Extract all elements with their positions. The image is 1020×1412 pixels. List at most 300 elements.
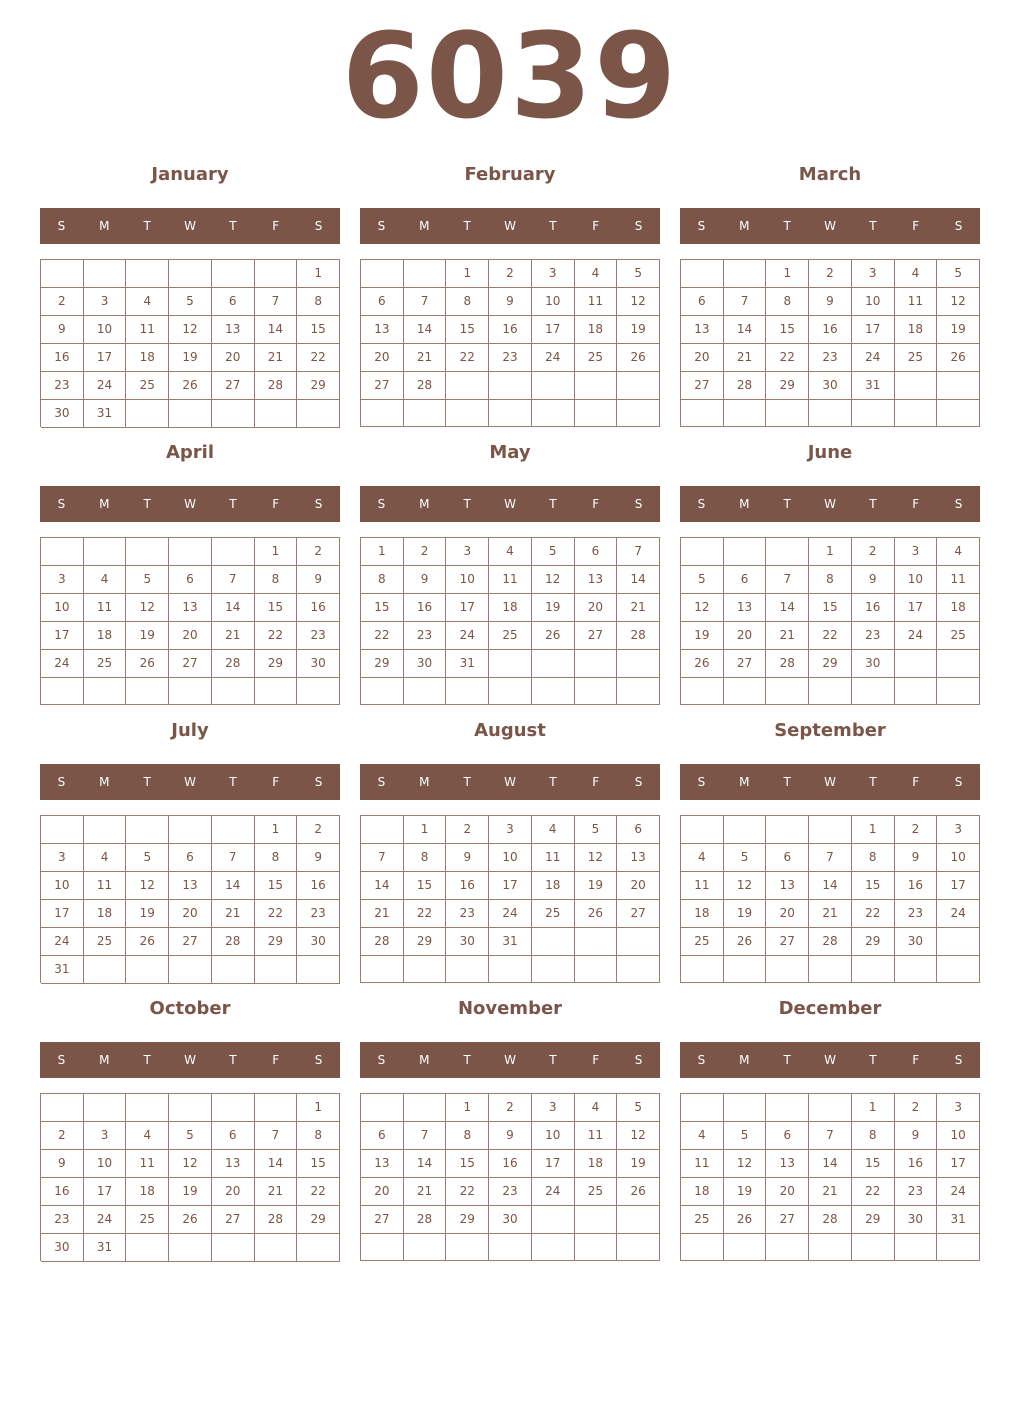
weekday-label: S xyxy=(314,1053,323,1067)
empty-cell xyxy=(724,538,767,566)
day-cell: 7 xyxy=(212,844,255,872)
day-cell: 5 xyxy=(169,1122,212,1150)
empty-cell xyxy=(809,1094,852,1122)
month-september xyxy=(680,716,980,994)
day-cell: 10 xyxy=(41,872,84,900)
day-cell: 20 xyxy=(361,1178,404,1206)
day-cell: 28 xyxy=(617,622,660,650)
day-cell: 3 xyxy=(532,260,575,288)
empty-cell xyxy=(361,678,404,705)
day-grid xyxy=(680,815,980,983)
day-cell: 17 xyxy=(532,316,575,344)
day-cell: 12 xyxy=(724,1150,767,1178)
weekday-label: F xyxy=(272,219,280,233)
empty-cell xyxy=(532,956,575,983)
day-cell: 21 xyxy=(766,622,809,650)
day-cell: 7 xyxy=(212,566,255,594)
day-cell: 27 xyxy=(724,650,767,678)
empty-cell xyxy=(169,400,212,428)
day-cell: 29 xyxy=(255,650,298,678)
day-cell: 19 xyxy=(617,316,660,344)
day-cell: 27 xyxy=(169,928,212,956)
empty-cell xyxy=(681,678,724,705)
day-cell: 1 xyxy=(766,260,809,288)
empty-cell xyxy=(84,260,127,288)
empty-cell xyxy=(404,260,447,288)
empty-cell xyxy=(937,956,980,983)
weekday-label: S xyxy=(954,775,963,789)
empty-cell xyxy=(446,678,489,705)
day-cell: 19 xyxy=(937,316,980,344)
day-cell: 10 xyxy=(937,844,980,872)
day-cell: 25 xyxy=(489,622,532,650)
weekday-label: T xyxy=(549,775,557,789)
day-cell: 29 xyxy=(297,372,340,400)
day-cell: 26 xyxy=(724,928,767,956)
day-cell: 29 xyxy=(297,1206,340,1234)
day-cell: 8 xyxy=(297,288,340,316)
day-cell: 14 xyxy=(255,316,298,344)
empty-cell xyxy=(212,1094,255,1122)
day-cell: 28 xyxy=(255,1206,298,1234)
day-cell: 11 xyxy=(937,566,980,594)
weekday-label: S xyxy=(954,497,963,511)
day-cell: 27 xyxy=(681,372,724,400)
day-cell: 17 xyxy=(532,1150,575,1178)
day-cell: 18 xyxy=(681,1178,724,1206)
day-cell: 20 xyxy=(212,1178,255,1206)
weekday-label: T xyxy=(869,1053,877,1067)
weekday-label: S xyxy=(697,775,706,789)
day-cell: 1 xyxy=(446,260,489,288)
empty-cell xyxy=(937,928,980,956)
day-cell: 19 xyxy=(126,900,169,928)
weekday-header xyxy=(680,764,980,800)
day-cell: 30 xyxy=(41,400,84,428)
day-cell: 15 xyxy=(766,316,809,344)
empty-cell xyxy=(446,400,489,427)
day-cell: 24 xyxy=(41,650,84,678)
day-cell: 12 xyxy=(575,844,618,872)
weekday-label: T xyxy=(463,775,471,789)
day-cell: 4 xyxy=(681,844,724,872)
empty-cell xyxy=(169,956,212,984)
month-name: September xyxy=(774,720,886,741)
day-cell: 14 xyxy=(404,316,447,344)
day-cell: 24 xyxy=(84,1206,127,1234)
empty-cell xyxy=(169,1234,212,1262)
day-cell: 8 xyxy=(361,566,404,594)
empty-cell xyxy=(766,1234,809,1261)
day-cell: 18 xyxy=(126,344,169,372)
day-cell: 19 xyxy=(724,1178,767,1206)
weekday-label: T xyxy=(463,1053,471,1067)
day-cell: 25 xyxy=(532,900,575,928)
empty-cell xyxy=(681,1094,724,1122)
day-grid xyxy=(360,815,660,983)
day-cell: 2 xyxy=(895,1094,938,1122)
day-cell: 7 xyxy=(724,288,767,316)
day-cell: 8 xyxy=(404,844,447,872)
empty-cell xyxy=(895,1234,938,1261)
day-cell: 18 xyxy=(895,316,938,344)
day-cell: 16 xyxy=(852,594,895,622)
day-cell: 17 xyxy=(41,900,84,928)
empty-cell xyxy=(809,816,852,844)
empty-cell xyxy=(895,678,938,705)
weekday-label: M xyxy=(419,775,430,789)
day-cell: 21 xyxy=(809,1178,852,1206)
day-cell: 13 xyxy=(361,316,404,344)
empty-cell xyxy=(766,538,809,566)
day-cell: 27 xyxy=(575,622,618,650)
weekday-label: F xyxy=(912,219,920,233)
day-cell: 5 xyxy=(575,816,618,844)
weekday-label: T xyxy=(783,219,791,233)
day-cell: 12 xyxy=(937,288,980,316)
day-cell: 13 xyxy=(617,844,660,872)
empty-cell xyxy=(212,956,255,984)
empty-cell xyxy=(766,956,809,983)
day-cell: 14 xyxy=(212,594,255,622)
day-cell: 21 xyxy=(404,344,447,372)
month-name: June xyxy=(807,442,853,463)
day-cell: 18 xyxy=(575,1150,618,1178)
day-cell: 18 xyxy=(489,594,532,622)
day-cell: 28 xyxy=(255,372,298,400)
empty-cell xyxy=(489,650,532,678)
weekday-label: F xyxy=(272,497,280,511)
day-cell: 16 xyxy=(297,594,340,622)
day-cell: 27 xyxy=(212,1206,255,1234)
day-cell: 11 xyxy=(84,872,127,900)
day-cell: 28 xyxy=(404,372,447,400)
day-grid xyxy=(40,815,340,983)
day-cell: 31 xyxy=(446,650,489,678)
weekday-label: S xyxy=(697,497,706,511)
day-cell: 30 xyxy=(895,928,938,956)
day-cell: 26 xyxy=(681,650,724,678)
day-cell: 9 xyxy=(489,288,532,316)
day-cell: 5 xyxy=(617,260,660,288)
empty-cell xyxy=(895,956,938,983)
day-cell: 13 xyxy=(212,316,255,344)
day-cell: 27 xyxy=(212,372,255,400)
day-cell: 2 xyxy=(895,816,938,844)
weekday-label: W xyxy=(504,219,516,233)
month-name: March xyxy=(798,164,862,185)
empty-cell xyxy=(212,816,255,844)
empty-cell xyxy=(404,678,447,705)
day-cell: 14 xyxy=(255,1150,298,1178)
day-cell: 18 xyxy=(937,594,980,622)
day-cell: 11 xyxy=(532,844,575,872)
weekday-label: T xyxy=(229,497,237,511)
day-cell: 8 xyxy=(446,288,489,316)
weekday-label: M xyxy=(419,1053,430,1067)
weekday-label: M xyxy=(419,219,430,233)
weekday-label: S xyxy=(634,775,643,789)
day-cell: 9 xyxy=(297,566,340,594)
day-cell: 24 xyxy=(532,1178,575,1206)
empty-cell xyxy=(852,1234,895,1261)
day-cell: 31 xyxy=(41,956,84,984)
day-cell: 29 xyxy=(361,650,404,678)
day-cell: 29 xyxy=(852,928,895,956)
empty-cell xyxy=(212,538,255,566)
day-cell: 11 xyxy=(489,566,532,594)
day-cell: 3 xyxy=(937,1094,980,1122)
day-cell: 17 xyxy=(84,344,127,372)
empty-cell xyxy=(126,678,169,705)
day-cell: 3 xyxy=(489,816,532,844)
weekday-label: M xyxy=(419,497,430,511)
day-cell: 25 xyxy=(575,344,618,372)
day-cell: 24 xyxy=(937,1178,980,1206)
empty-cell xyxy=(724,400,767,427)
day-cell: 3 xyxy=(446,538,489,566)
day-grid xyxy=(40,537,340,705)
day-grid xyxy=(360,259,660,427)
weekday-label: S xyxy=(954,219,963,233)
empty-cell xyxy=(532,400,575,427)
day-cell: 7 xyxy=(809,1122,852,1150)
day-cell: 16 xyxy=(895,872,938,900)
day-cell: 6 xyxy=(724,566,767,594)
day-cell: 4 xyxy=(575,1094,618,1122)
weekday-label: T xyxy=(229,219,237,233)
day-cell: 17 xyxy=(446,594,489,622)
weekday-label: F xyxy=(592,497,600,511)
day-cell: 6 xyxy=(766,844,809,872)
day-cell: 23 xyxy=(852,622,895,650)
month-august xyxy=(360,716,660,994)
empty-cell xyxy=(532,1234,575,1261)
empty-cell xyxy=(852,400,895,427)
day-cell: 4 xyxy=(126,288,169,316)
day-cell: 13 xyxy=(212,1150,255,1178)
day-cell: 7 xyxy=(361,844,404,872)
day-cell: 2 xyxy=(852,538,895,566)
day-cell: 29 xyxy=(766,372,809,400)
day-cell: 5 xyxy=(617,1094,660,1122)
day-cell: 9 xyxy=(404,566,447,594)
day-cell: 2 xyxy=(297,816,340,844)
day-cell: 16 xyxy=(446,872,489,900)
day-cell: 14 xyxy=(404,1150,447,1178)
day-cell: 20 xyxy=(169,622,212,650)
month-june xyxy=(680,438,980,716)
day-cell: 31 xyxy=(84,1234,127,1262)
empty-cell xyxy=(724,1094,767,1122)
day-cell: 26 xyxy=(575,900,618,928)
day-cell: 30 xyxy=(41,1234,84,1262)
day-cell: 30 xyxy=(489,1206,532,1234)
day-cell: 19 xyxy=(617,1150,660,1178)
weekday-label: S xyxy=(314,775,323,789)
day-cell: 5 xyxy=(937,260,980,288)
day-cell: 11 xyxy=(575,288,618,316)
day-cell: 22 xyxy=(809,622,852,650)
empty-cell xyxy=(895,400,938,427)
day-cell: 5 xyxy=(681,566,724,594)
weekday-label: F xyxy=(912,775,920,789)
empty-cell xyxy=(255,260,298,288)
day-cell: 23 xyxy=(809,344,852,372)
day-cell: 26 xyxy=(617,344,660,372)
day-cell: 22 xyxy=(446,1178,489,1206)
empty-cell xyxy=(809,400,852,427)
day-cell: 21 xyxy=(212,622,255,650)
day-cell: 11 xyxy=(126,1150,169,1178)
weekday-label: S xyxy=(377,1053,386,1067)
empty-cell xyxy=(212,260,255,288)
empty-cell xyxy=(766,400,809,427)
day-cell: 13 xyxy=(361,1150,404,1178)
day-cell: 1 xyxy=(255,538,298,566)
day-cell: 31 xyxy=(84,400,127,428)
empty-cell xyxy=(532,678,575,705)
day-cell: 31 xyxy=(489,928,532,956)
weekday-label: S xyxy=(57,775,66,789)
day-cell: 1 xyxy=(297,260,340,288)
empty-cell xyxy=(766,678,809,705)
day-cell: 20 xyxy=(766,900,809,928)
day-cell: 11 xyxy=(126,316,169,344)
day-cell: 8 xyxy=(446,1122,489,1150)
weekday-label: W xyxy=(824,775,836,789)
day-cell: 21 xyxy=(724,344,767,372)
weekday-label: S xyxy=(377,497,386,511)
empty-cell xyxy=(724,956,767,983)
day-cell: 3 xyxy=(84,1122,127,1150)
empty-cell xyxy=(404,956,447,983)
day-cell: 24 xyxy=(532,344,575,372)
weekday-label: S xyxy=(697,1053,706,1067)
day-cell: 11 xyxy=(895,288,938,316)
day-cell: 26 xyxy=(169,1206,212,1234)
day-cell: 23 xyxy=(489,1178,532,1206)
day-cell: 19 xyxy=(126,622,169,650)
day-cell: 5 xyxy=(724,844,767,872)
day-cell: 25 xyxy=(84,650,127,678)
empty-cell xyxy=(575,1206,618,1234)
weekday-label: T xyxy=(783,497,791,511)
weekday-label: T xyxy=(783,1053,791,1067)
day-cell: 26 xyxy=(617,1178,660,1206)
day-cell: 7 xyxy=(255,1122,298,1150)
weekday-header xyxy=(360,486,660,522)
day-cell: 4 xyxy=(84,844,127,872)
day-cell: 14 xyxy=(724,316,767,344)
empty-cell xyxy=(766,816,809,844)
day-cell: 16 xyxy=(489,1150,532,1178)
day-cell: 25 xyxy=(681,928,724,956)
day-cell: 10 xyxy=(895,566,938,594)
weekday-label: T xyxy=(463,219,471,233)
day-grid xyxy=(360,1093,660,1261)
day-cell: 12 xyxy=(532,566,575,594)
day-cell: 12 xyxy=(617,288,660,316)
day-cell: 12 xyxy=(724,872,767,900)
day-cell: 15 xyxy=(404,872,447,900)
weekday-header xyxy=(40,208,340,244)
day-cell: 12 xyxy=(617,1122,660,1150)
empty-cell xyxy=(489,956,532,983)
empty-cell xyxy=(297,1234,340,1262)
day-cell: 25 xyxy=(126,1206,169,1234)
empty-cell xyxy=(404,400,447,427)
day-cell: 18 xyxy=(575,316,618,344)
weekday-label: S xyxy=(377,775,386,789)
day-cell: 27 xyxy=(617,900,660,928)
month-name: November xyxy=(457,998,563,1019)
day-cell: 21 xyxy=(404,1178,447,1206)
weekday-label: F xyxy=(912,1053,920,1067)
day-cell: 23 xyxy=(446,900,489,928)
empty-cell xyxy=(809,956,852,983)
day-cell: 6 xyxy=(212,1122,255,1150)
weekday-label: T xyxy=(229,1053,237,1067)
day-cell: 25 xyxy=(895,344,938,372)
day-grid xyxy=(40,259,340,427)
empty-cell xyxy=(41,538,84,566)
day-cell: 10 xyxy=(489,844,532,872)
weekday-label: F xyxy=(592,219,600,233)
day-cell: 2 xyxy=(41,1122,84,1150)
empty-cell xyxy=(809,1234,852,1261)
day-cell: 14 xyxy=(809,872,852,900)
empty-cell xyxy=(937,1234,980,1261)
weekday-header xyxy=(680,1042,980,1078)
empty-cell xyxy=(766,1094,809,1122)
day-cell: 23 xyxy=(489,344,532,372)
day-cell: 12 xyxy=(169,1150,212,1178)
day-cell: 11 xyxy=(681,872,724,900)
day-cell: 30 xyxy=(809,372,852,400)
day-cell: 2 xyxy=(297,538,340,566)
day-cell: 30 xyxy=(297,928,340,956)
month-december xyxy=(680,994,980,1272)
day-cell: 16 xyxy=(895,1150,938,1178)
day-cell: 12 xyxy=(169,316,212,344)
empty-cell xyxy=(255,1094,298,1122)
empty-cell xyxy=(617,956,660,983)
day-cell: 4 xyxy=(489,538,532,566)
day-cell: 28 xyxy=(809,928,852,956)
day-cell: 5 xyxy=(532,538,575,566)
day-cell: 22 xyxy=(255,622,298,650)
day-cell: 4 xyxy=(126,1122,169,1150)
weekday-label: S xyxy=(314,219,323,233)
day-cell: 2 xyxy=(41,288,84,316)
day-cell: 3 xyxy=(41,844,84,872)
weekday-label: T xyxy=(549,219,557,233)
weekday-header xyxy=(40,1042,340,1078)
day-cell: 8 xyxy=(255,844,298,872)
day-cell: 16 xyxy=(41,344,84,372)
day-cell: 3 xyxy=(937,816,980,844)
day-cell: 6 xyxy=(361,288,404,316)
empty-cell xyxy=(575,956,618,983)
day-cell: 30 xyxy=(446,928,489,956)
empty-cell xyxy=(297,678,340,705)
day-cell: 3 xyxy=(532,1094,575,1122)
empty-cell xyxy=(169,678,212,705)
weekday-label: W xyxy=(824,497,836,511)
day-cell: 7 xyxy=(766,566,809,594)
day-cell: 13 xyxy=(766,872,809,900)
